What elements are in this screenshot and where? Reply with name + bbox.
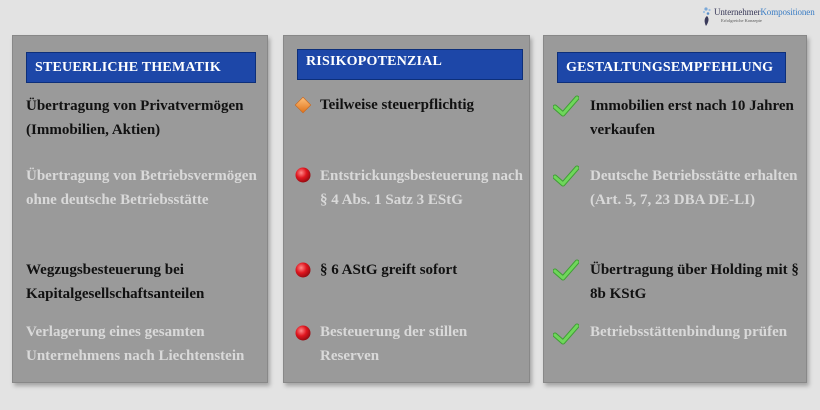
topic-item: Wegzugsbesteuerung bei Kapitalgesellschaftsanteilen bbox=[26, 262, 205, 302]
topic-item: Übertragung von Betriebsvermögen ohne deutsche Betriebsstätte bbox=[26, 168, 257, 208]
recommendation-item: Deutsche Betriebsstätte erhalten (Art. 5, 7, 23 DBA DE-LI) bbox=[590, 168, 798, 208]
topic-header: STEUERLICHE THEMATIK bbox=[26, 52, 256, 83]
brand-logo bbox=[700, 6, 815, 30]
topic-item: Verlagerung eines gesamten Unternehmens nach Liechtenstein bbox=[26, 324, 245, 364]
recommendation-column bbox=[543, 35, 807, 383]
recommendation-item: Betriebsstättenbindung prüfen bbox=[590, 324, 788, 340]
check-icon bbox=[553, 165, 579, 187]
risk-header: RISIKOPOTENZIAL bbox=[297, 49, 523, 80]
risk-item: Entstrickungsbesteuerung nach § 4 Abs. 1 Satz 3 EStG bbox=[320, 168, 523, 208]
logo-tagline: Erfolgreiche Konzepte bbox=[721, 18, 762, 23]
red-circle-icon bbox=[294, 166, 312, 184]
check-icon bbox=[553, 95, 579, 117]
orange-diamond-icon bbox=[294, 96, 312, 114]
check-icon bbox=[553, 259, 579, 281]
red-circle-icon bbox=[294, 261, 312, 279]
recommendation-item: Immobilien erst nach 10 Jahren verkaufen bbox=[590, 98, 794, 138]
logo-name: UnternehmerKompositionen bbox=[714, 7, 815, 17]
risk-item: Besteuerung der stillen Reserven bbox=[320, 324, 468, 364]
topic-column bbox=[12, 35, 268, 383]
risk-item: § 6 AStG greift sofort bbox=[320, 262, 458, 278]
red-circle-icon bbox=[294, 324, 312, 342]
recommendation-item: Übertragung über Holding mit § 8b KStG bbox=[590, 262, 799, 302]
check-icon bbox=[553, 323, 579, 345]
topic-item: Übertragung von Privatvermögen (Immobilien, Aktien) bbox=[26, 98, 244, 138]
risk-item: Teilweise steuerpflichtig bbox=[320, 97, 475, 113]
recommendation-header: GESTALTUNGSEMPFEHLUNG bbox=[557, 52, 786, 83]
risk-column bbox=[283, 35, 530, 383]
